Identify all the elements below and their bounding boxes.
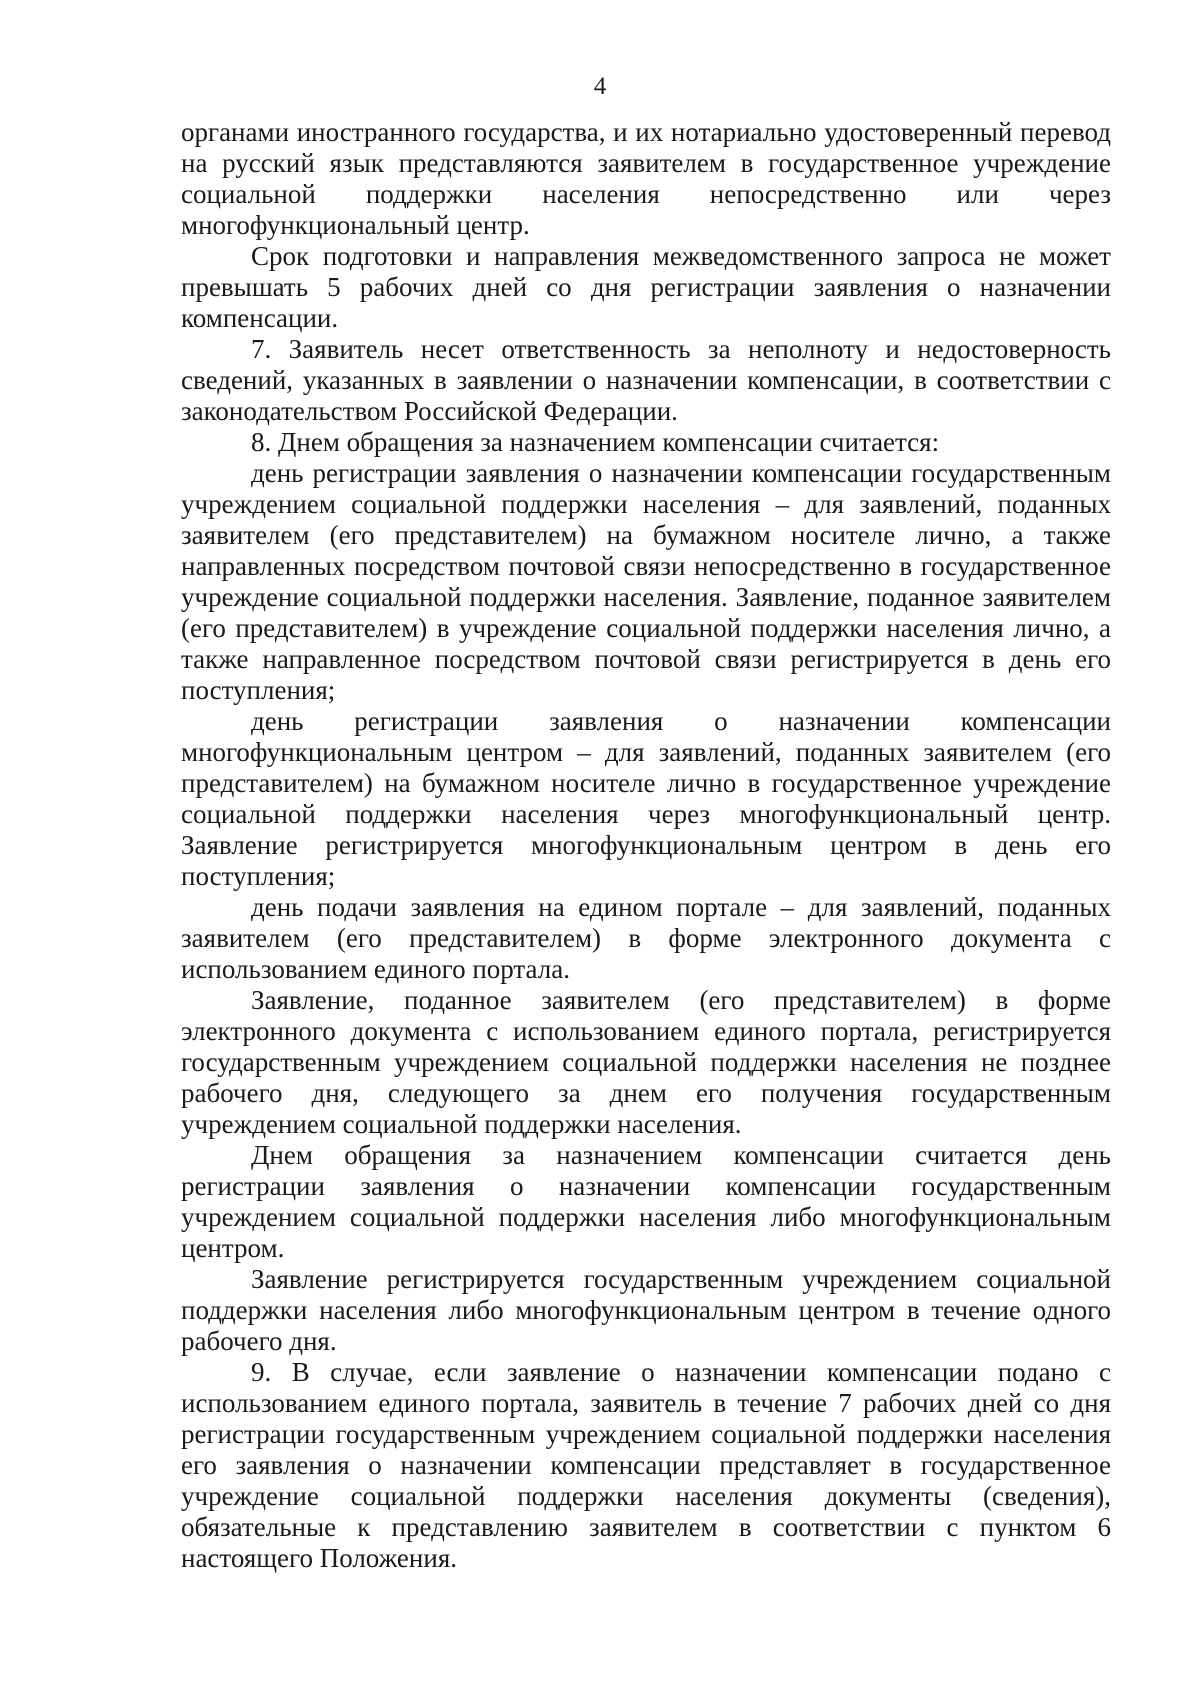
paragraph-registration-by-mfc: день регистрации заявления о назначении компенсации многофункциональным центром – для заявлений, поданных заявителем (его представителем) на бумажном носителе лично в государственное учреждение социальной поддержки населения через многофункциональный центр. Заявление регистрируется многофункциональным центром в день его поступления; [181, 706, 1111, 891]
paragraph-interagency-request-term: Срок подготовки и направления межведомственного запроса не может превышать 5 рабочих дней со дня регистрации заявления о назначении компенсации. [181, 241, 1111, 333]
paragraph-item-7-responsibility: 7. Заявитель несет ответственность за неполноту и недостоверность сведений, указанных в заявлении о назначении компенсации, в соответствии с законодательством Российской Федерации. [181, 334, 1111, 426]
page-number: 4 [593, 73, 607, 100]
paragraph-electronic-registration-term: Заявление, поданное заявителем (его представителем) в форме электронного документа с использованием единого портала, регистрируется государственным учреждением социальной поддержки населения не позднее рабочего дня, следующего за днем его получения государственным учреждением социальной поддержки населения. [181, 985, 1111, 1139]
paragraph-item-9-portal-documents: 9. В случае, если заявление о назначении компенсации подано с использованием единого портала, заявитель в течение 7 рабочих дней со дня регистрации государственным учреждением социальной поддержки населения его заявления о назначении компенсации представляет в государственное учреждение социальной поддержки населения документы (сведения), обязательные к представлению заявителем в соответствии с пунктом 6 настоящего Положения. [181, 1357, 1111, 1573]
paragraph-item-8-application-day: 8. Днем обращения за назначением компенсации считается: [251, 427, 940, 457]
paragraph-continuation-foreign-documents: органами иностранного государства, и их нотариально удостоверенный перевод на русский язык представляются заявителем в государственное учреждение социальной поддержки населения непосредственно или через многофункциональный центр. [181, 117, 1111, 240]
paragraph-application-day-definition: Днем обращения за назначением компенсации считается день регистрации заявления о назначении компенсации государственным учреждением социальной поддержки населения либо многофункциональным центром. [181, 1140, 1111, 1263]
paragraph-registration-one-day: Заявление регистрируется государственным учреждением социальной поддержки населения либо многофункциональным центром в течение одного рабочего дня. [181, 1264, 1111, 1356]
paragraph-submission-via-portal: день подачи заявления на едином портале – для заявлений, поданных заявителем (его представителем) в форме электронного документа с использованием единого портала. [181, 892, 1111, 984]
paragraph-registration-by-institution: день регистрации заявления о назначении компенсации государственным учреждением социальной поддержки населения – для заявлений, поданных заявителем (его представителем) на бумажном носителе лично, а также направленных посредством почтовой связи непосредственно в государственное учреждение социальной поддержки населения. Заявление, поданное заявителем (его представителем) в учреждение социальной поддержки населения лично, а также направленное посредством почтовой связи регистрируется в день его поступления; [181, 458, 1111, 705]
document-body [181, 117, 1111, 1574]
